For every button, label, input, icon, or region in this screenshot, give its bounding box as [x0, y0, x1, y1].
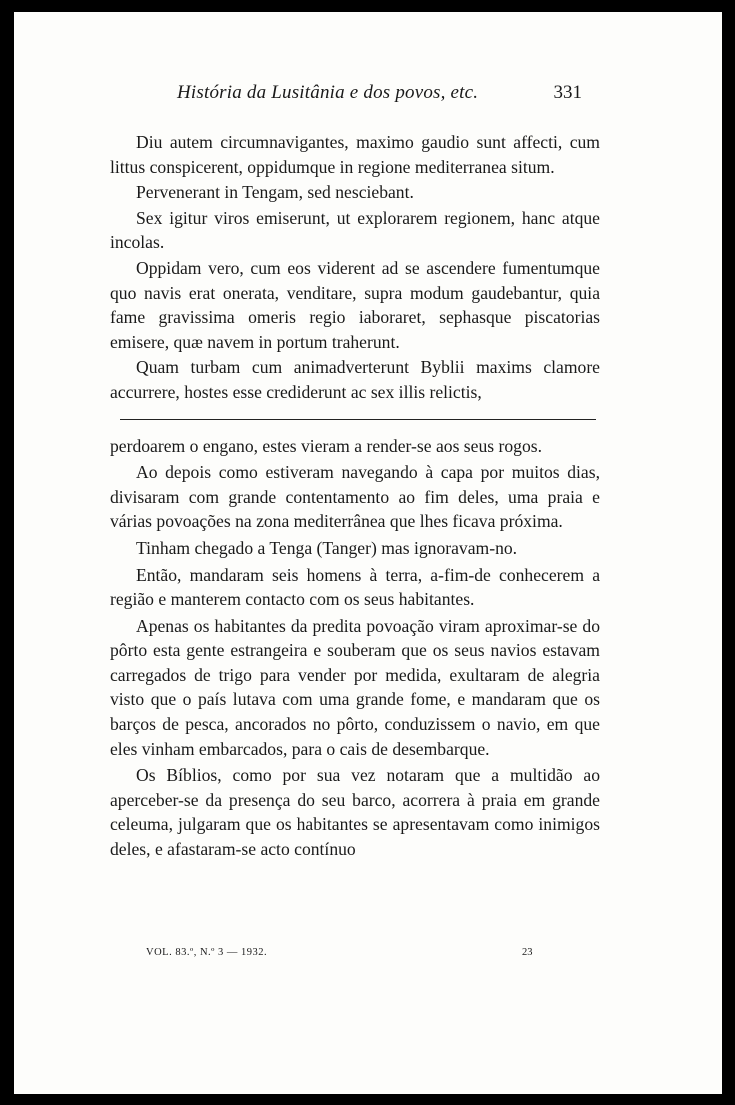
latin-paragraph: Diu autem circumnavigantes, maximo gaudio sunt affecti, cum littus conspicerent, oppidumque in regione mediterranea situm.	[110, 132, 600, 177]
latin-text-block	[110, 130, 600, 405]
latin-paragraph: Pervenerant in Tengam, sed nesciebant.	[136, 182, 414, 203]
latin-paragraph: Sex igitur viros emiserunt, ut explorarem regionem, hanc atque incolas.	[110, 207, 600, 253]
portuguese-text-block	[110, 434, 600, 862]
page-footer	[14, 947, 722, 967]
volume-line: VOL. 83.º, N.º 3 — 1932.	[146, 947, 268, 958]
portuguese-paragraph: perdoarem o engano, estes vieram a render-se aos seus rogos.	[110, 435, 543, 456]
running-title: História da Lusitânia e dos povos, etc.	[177, 82, 479, 103]
book-page	[14, 12, 722, 1094]
portuguese-paragraph: Então, mandaram seis homens à terra, a-fim-de conhecerem a região e manterem contacto com os seus habitantes.	[110, 564, 600, 610]
page-header	[14, 82, 722, 112]
section-divider	[120, 419, 596, 420]
latin-paragraph: Quam turbam cum animadverterunt Byblii maxims clamore accurrere, hostes esse crediderunt ac sex illis relictis,	[110, 357, 600, 402]
page-number: 331	[553, 82, 582, 103]
body-text	[110, 130, 600, 864]
latin-paragraph: Oppidam vero, cum eos viderent ad se ascendere fumentumque quo navis erat onerata, venditare, supra modum gaudebantur, quia fame gravissima omeris regio iaboraret, sephasque piscatorias emisere, quæ navem in portum traherunt.	[110, 257, 600, 352]
portuguese-paragraph: Apenas os habitantes da predita povoação viram aproximar-se do pôrto esta gente estrangeira e souberam que os seus navios estavam carregados de trigo para vender por medida, exultaram de alegria visto que o país lutava com uma grande fome, e mandaram que os barços de pesca, ancorados no pôrto, conduzissem o navio, em que eles vinham embarcados, para o cais de desembarque.	[110, 615, 600, 759]
portuguese-paragraph: Os Bíblios, como por sua vez notaram que a multidão ao aperceber-se da presença do seu barco, acorrera à praia em grande celeuma, julgaram que os habitantes se apresentavam como inimigos deles, e afastaram-se acto contínuo	[110, 765, 600, 860]
signature-mark: 23	[522, 947, 533, 958]
portuguese-paragraph: Tinham chegado a Tenga (Tanger) mas ignoravam-no.	[136, 537, 518, 558]
portuguese-paragraph: Ao depois como estiveram navegando à capa por muitos dias, divisaram com grande contentamento ao fim deles, uma praia e várias povoações na zona mediterrânea que lhes ficava próxima.	[110, 462, 600, 532]
